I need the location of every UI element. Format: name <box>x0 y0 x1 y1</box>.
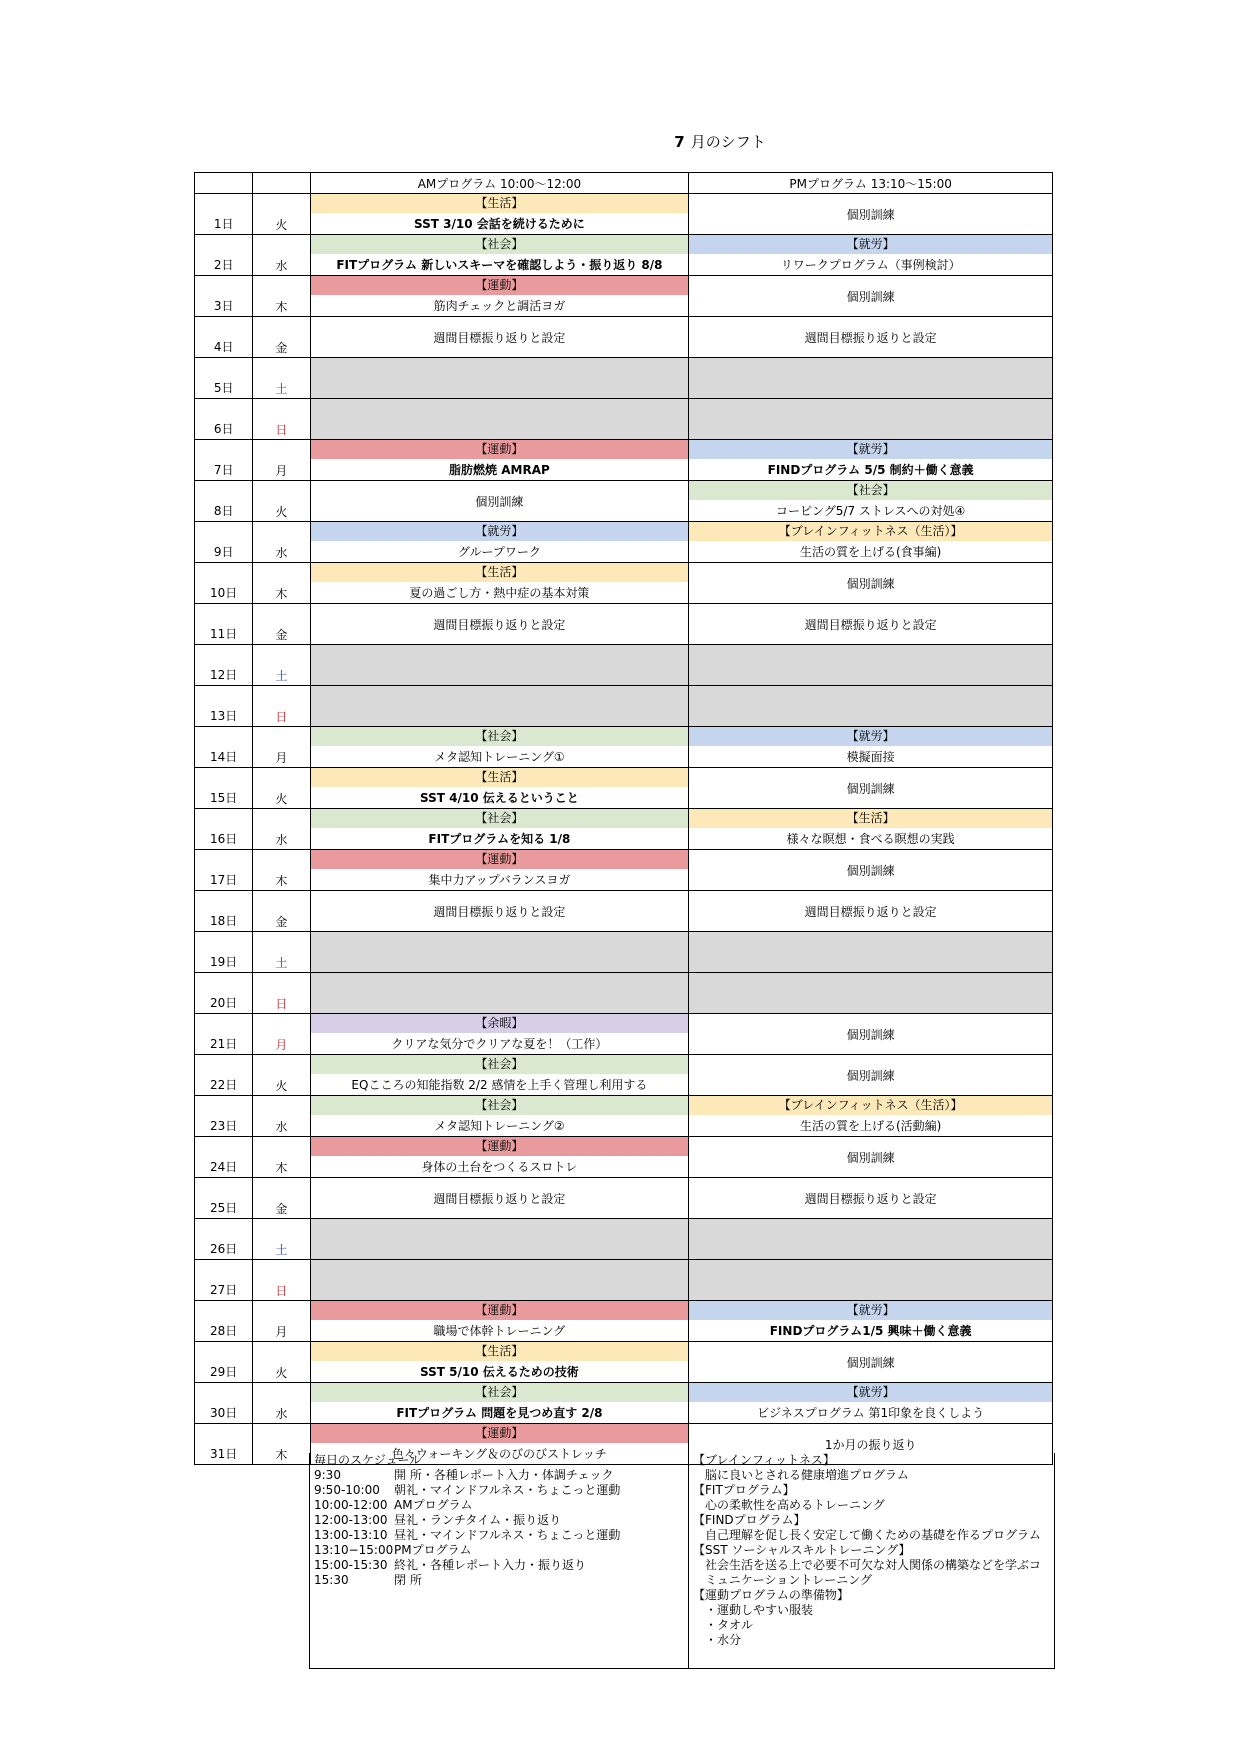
day-cell: 28日 <box>195 1301 253 1342</box>
weekday-cell: 火 <box>253 1342 310 1383</box>
note-line: ・運動しやすい服装 <box>693 1603 814 1617</box>
am-category-tag: 【社会】 <box>311 235 689 255</box>
schedule-item <box>314 1468 688 1483</box>
weekday-cell: 金 <box>253 604 310 645</box>
weekday-cell: 水 <box>253 1383 310 1424</box>
table-row <box>195 1137 1053 1178</box>
pm-cell <box>689 1301 1053 1342</box>
pm-program-title: 週間目標振り返りと設定 <box>804 904 937 919</box>
schedule-time: 12:00-13:00 <box>314 1513 388 1527</box>
am-category-tag: 【運動】 <box>311 1424 689 1444</box>
table-row <box>195 276 1053 317</box>
pm-program-title: ビジネスプログラム 第1印象を良くしよう <box>757 1406 985 1420</box>
am-program-title: 週間目標振り返りと設定 <box>433 617 566 632</box>
pm-cell <box>689 358 1053 399</box>
table-row <box>195 358 1053 399</box>
pm-cell <box>689 235 1053 276</box>
schedule-time: 9:30 <box>314 1468 341 1482</box>
day-cell: 10日 <box>195 563 253 604</box>
am-category-tag: 【運動】 <box>311 1301 689 1321</box>
pm-cell <box>689 1342 1053 1383</box>
am-cell <box>310 932 689 973</box>
am-category-tag: 【生活】 <box>311 194 689 214</box>
table-row <box>195 686 1053 727</box>
am-cell <box>310 1137 689 1178</box>
pm-category-tag: 【就労】 <box>689 1383 1052 1403</box>
pm-cell <box>689 645 1053 686</box>
day-cell: 27日 <box>195 1260 253 1301</box>
day-cell: 3日 <box>195 276 253 317</box>
day-cell: 7日 <box>195 440 253 481</box>
pm-category-tag: 【就労】 <box>689 727 1052 747</box>
am-category-tag: 【生活】 <box>311 563 689 583</box>
am-cell <box>310 317 689 358</box>
day-cell: 30日 <box>195 1383 253 1424</box>
am-cell <box>310 563 689 604</box>
am-program-title: メタ認知トレーニング① <box>434 750 565 764</box>
pm-program-title: 個別訓練 <box>846 1150 895 1165</box>
pm-program-title: FINDプログラム1/5 興味＋働く意義 <box>769 1324 972 1338</box>
am-cell <box>310 1055 689 1096</box>
weekday-cell: 火 <box>253 194 310 235</box>
pm-cell <box>689 932 1053 973</box>
day-cell: 16日 <box>195 809 253 850</box>
am-program-title: クリアな気分でクリアな夏を！（工作） <box>391 1037 608 1051</box>
pm-cell <box>689 194 1053 235</box>
pm-program-title: 個別訓練 <box>846 1355 895 1370</box>
am-category-tag: 【就労】 <box>311 522 689 542</box>
pm-cell <box>689 317 1053 358</box>
pm-cell <box>689 276 1053 317</box>
pm-program-title: 個別訓練 <box>846 576 895 591</box>
schedule-activity: 昼礼・ランチタイム・振り返り <box>394 1513 562 1527</box>
am-program-title: グループワーク <box>457 545 541 559</box>
am-cell <box>310 973 689 1014</box>
schedule-item <box>314 1513 688 1528</box>
am-cell <box>310 1260 689 1301</box>
table-row <box>195 399 1053 440</box>
pm-cell <box>689 891 1053 932</box>
header-day <box>195 173 253 194</box>
weekday-cell: 土 <box>253 932 310 973</box>
am-cell <box>310 768 689 809</box>
am-cell <box>310 1096 689 1137</box>
title-month: 7 <box>674 133 685 151</box>
day-cell: 29日 <box>195 1342 253 1383</box>
pm-category-tag: 【就労】 <box>689 235 1052 255</box>
day-cell: 8日 <box>195 481 253 522</box>
weekday-cell: 火 <box>253 481 310 522</box>
day-cell: 6日 <box>195 399 253 440</box>
pm-program-title: 週間目標振り返りと設定 <box>804 617 937 632</box>
pm-program-title: 週間目標振り返りと設定 <box>804 330 937 345</box>
am-cell <box>310 194 689 235</box>
weekday-cell: 月 <box>253 440 310 481</box>
note-line: ミュニケーショントレーニング <box>693 1573 873 1587</box>
am-program-title: 職場で体幹トレーニング <box>433 1324 566 1338</box>
table-row <box>195 1383 1053 1424</box>
day-cell: 22日 <box>195 1055 253 1096</box>
table-row <box>195 809 1053 850</box>
schedule-activity: 昼礼・マインドフルネス・ちょこっと運動 <box>394 1528 621 1542</box>
am-category-tag: 【社会】 <box>311 809 689 829</box>
day-cell: 26日 <box>195 1219 253 1260</box>
page-title <box>0 131 1240 152</box>
am-cell <box>310 1301 689 1342</box>
am-cell <box>310 276 689 317</box>
am-category-tag: 【社会】 <box>311 1096 689 1116</box>
day-cell: 31日 <box>195 1424 253 1465</box>
am-cell <box>310 481 689 522</box>
table-row <box>195 1014 1053 1055</box>
weekday-cell: 木 <box>253 1137 310 1178</box>
am-cell <box>310 1342 689 1383</box>
pm-program-title: 模擬面接 <box>846 750 895 764</box>
schedule-time: 13:00-13:10 <box>314 1528 388 1542</box>
pm-program-title: 1か月の振り返り <box>824 1437 917 1452</box>
schedule-item <box>314 1498 688 1513</box>
schedule-time: 15:00-15:30 <box>314 1558 388 1572</box>
weekday-cell: 水 <box>253 235 310 276</box>
pm-cell <box>689 1014 1053 1055</box>
day-cell: 23日 <box>195 1096 253 1137</box>
day-cell: 20日 <box>195 973 253 1014</box>
table-row <box>195 1260 1053 1301</box>
schedule-activity: 朝礼・マインドフルネス・ちょこっと運動 <box>394 1483 621 1497</box>
pm-cell <box>689 399 1053 440</box>
am-program-title: 個別訓練 <box>475 494 524 509</box>
table-row <box>195 1342 1053 1383</box>
am-category-tag: 【社会】 <box>311 727 689 747</box>
pm-category-tag: 【就労】 <box>689 1301 1052 1321</box>
day-cell: 11日 <box>195 604 253 645</box>
am-program-title: FITプログラム 新しいスキーマを確認しよう・振り返り 8/8 <box>336 258 663 272</box>
table-row <box>195 1178 1053 1219</box>
am-cell <box>310 440 689 481</box>
table-row <box>195 1055 1053 1096</box>
table-row <box>195 1219 1053 1260</box>
pm-cell <box>689 1178 1053 1219</box>
note-line: ・水分 <box>693 1633 742 1647</box>
day-cell: 14日 <box>195 727 253 768</box>
schedule-time: 10:00-12:00 <box>314 1498 388 1512</box>
schedule-item <box>314 1543 688 1558</box>
pm-cell <box>689 1137 1053 1178</box>
weekday-cell: 金 <box>253 1178 310 1219</box>
footer-notes <box>309 1453 1055 1669</box>
am-category-tag: 【社会】 <box>311 1055 689 1075</box>
am-cell <box>310 809 689 850</box>
schedule-activity: 開 所・各種レポート入力・体調チェック <box>394 1468 614 1482</box>
weekday-cell: 日 <box>253 686 310 727</box>
header-weekday <box>253 173 310 194</box>
day-cell: 24日 <box>195 1137 253 1178</box>
schedule-item <box>314 1528 688 1543</box>
table-row <box>195 522 1053 563</box>
am-cell <box>310 1219 689 1260</box>
table-row <box>195 481 1053 522</box>
am-program-title: 週間目標振り返りと設定 <box>433 330 566 345</box>
weekday-cell: 日 <box>253 1260 310 1301</box>
schedule-time: 15:30 <box>314 1573 349 1587</box>
pm-program-title: 生活の質を上げる(食事編) <box>799 545 942 559</box>
table-row <box>195 891 1053 932</box>
weekday-cell: 火 <box>253 1055 310 1096</box>
pm-program-title: リワークプログラム（事例検討） <box>780 258 961 272</box>
note-line: 【運動プログラムの準備物】 <box>693 1588 849 1602</box>
am-cell <box>310 686 689 727</box>
am-program-title: SST 3/10 会話を続けるために <box>414 217 585 231</box>
header-pm: PMプログラム 13:10～15:00 <box>689 173 1053 194</box>
am-program-title: 色々ウォーキング＆のびのびストレッチ <box>391 1447 607 1461</box>
day-cell: 17日 <box>195 850 253 891</box>
am-cell <box>310 1014 689 1055</box>
pm-category-tag: 【ブレインフィットネス（生活）】 <box>689 1096 1052 1116</box>
pm-cell <box>689 563 1053 604</box>
table-row <box>195 932 1053 973</box>
pm-program-title: 様々な瞑想・食べる瞑想の実践 <box>786 832 955 846</box>
pm-cell <box>689 1096 1053 1137</box>
am-program-title: 身体の土台をつくるスロトレ <box>421 1160 578 1174</box>
table-row <box>195 317 1053 358</box>
pm-cell <box>689 686 1053 727</box>
table-row <box>195 727 1053 768</box>
day-cell: 5日 <box>195 358 253 399</box>
am-category-tag: 【運動】 <box>311 850 689 870</box>
schedule-time: 13:10−15:00 <box>314 1543 394 1557</box>
weekday-cell: 木 <box>253 1424 310 1465</box>
note-line: ・タオル <box>693 1618 754 1632</box>
am-program-title: FITプログラムを知る 1/8 <box>428 832 571 846</box>
pm-cell <box>689 1055 1053 1096</box>
table-row <box>195 645 1053 686</box>
day-cell: 4日 <box>195 317 253 358</box>
table-row <box>195 768 1053 809</box>
am-cell <box>310 235 689 276</box>
weekday-cell: 金 <box>253 891 310 932</box>
table-row <box>195 440 1053 481</box>
am-cell <box>310 1383 689 1424</box>
weekday-cell: 土 <box>253 645 310 686</box>
note-line: 心の柔軟性を高めるトレーニング <box>693 1498 885 1512</box>
pm-program-title: 個別訓練 <box>846 207 895 222</box>
pm-cell <box>689 850 1053 891</box>
note-line: 社会生活を送る上で必要不可欠な対人関係の構築などを学ぶコ <box>693 1558 1042 1572</box>
am-program-title: 集中力アップバランスヨガ <box>428 873 571 887</box>
weekday-cell: 水 <box>253 522 310 563</box>
pm-cell <box>689 1260 1053 1301</box>
weekday-cell: 日 <box>253 399 310 440</box>
am-program-title: 脂肪燃焼 AMRAP <box>449 463 550 477</box>
pm-cell <box>689 809 1053 850</box>
am-program-title: FITプログラム 問題を見つめ直す 2/8 <box>396 1406 603 1420</box>
pm-program-title: FINDプログラム 5/5 制約＋働く意義 <box>767 463 974 477</box>
day-cell: 2日 <box>195 235 253 276</box>
weekday-cell: 金 <box>253 317 310 358</box>
day-cell: 12日 <box>195 645 253 686</box>
am-cell <box>310 727 689 768</box>
pm-program-title: コーピング5/7 ストレスへの対処④ <box>776 504 966 518</box>
am-category-tag: 【生活】 <box>311 768 689 788</box>
table-row <box>195 973 1053 1014</box>
pm-program-title: 生活の質を上げる(活動編) <box>799 1119 942 1133</box>
schedule-activity: 閉 所 <box>394 1573 422 1587</box>
pm-cell <box>689 1383 1053 1424</box>
note-line: 脳に良いとされる健康増進プログラム <box>693 1468 909 1482</box>
weekday-cell: 月 <box>253 1014 310 1055</box>
pm-program-title: 個別訓練 <box>846 1068 895 1083</box>
weekday-cell: 土 <box>253 1219 310 1260</box>
am-category-tag: 【運動】 <box>311 1137 689 1157</box>
day-cell: 9日 <box>195 522 253 563</box>
am-category-tag: 【運動】 <box>311 440 689 460</box>
weekday-cell: 水 <box>253 809 310 850</box>
schedule-activity: PMプログラム <box>394 1543 472 1557</box>
am-cell <box>310 522 689 563</box>
am-program-title: 筋肉チェックと調活ヨガ <box>433 299 566 313</box>
am-cell <box>310 645 689 686</box>
pm-category-tag: 【就労】 <box>689 440 1052 460</box>
pm-program-title: 個別訓練 <box>846 1027 895 1042</box>
pm-cell <box>689 604 1053 645</box>
note-line: 【SST ソーシャルスキルトレーニング】 <box>693 1543 911 1557</box>
note-line: 【FINDプログラム】 <box>693 1513 806 1527</box>
am-program-title: 週間目標振り返りと設定 <box>433 904 566 919</box>
am-category-tag: 【余暇】 <box>311 1014 689 1034</box>
pm-category-tag: 【生活】 <box>689 809 1052 829</box>
pm-cell <box>689 1219 1053 1260</box>
weekday-cell: 木 <box>253 850 310 891</box>
day-cell: 21日 <box>195 1014 253 1055</box>
pm-cell <box>689 522 1053 563</box>
header-am: AMプログラム 10:00～12:00 <box>310 173 689 194</box>
weekday-cell: 日 <box>253 973 310 1014</box>
note-line: 自己理解を促し長く安定して働くための基礎を作るプログラム <box>693 1528 1041 1542</box>
am-category-tag: 【社会】 <box>311 1383 689 1403</box>
pm-cell <box>689 973 1053 1014</box>
weekday-cell: 月 <box>253 727 310 768</box>
note-line: 【FITプログラム】 <box>693 1483 795 1497</box>
schedule-activity: AMプログラム <box>394 1498 473 1512</box>
day-cell: 19日 <box>195 932 253 973</box>
day-cell: 15日 <box>195 768 253 809</box>
am-program-title: 週間目標振り返りと設定 <box>433 1191 566 1206</box>
table-row <box>195 194 1053 235</box>
table-header-row <box>195 173 1053 194</box>
schedule-table <box>194 172 1053 1465</box>
am-cell <box>310 891 689 932</box>
table-body <box>195 194 1053 1465</box>
am-program-title: 夏の過ごし方・熱中症の基本対策 <box>409 586 590 600</box>
pm-cell <box>689 481 1053 522</box>
pm-program-title: 個別訓練 <box>846 863 895 878</box>
table-row <box>195 563 1053 604</box>
pm-cell <box>689 768 1053 809</box>
am-cell <box>310 358 689 399</box>
table-row <box>195 604 1053 645</box>
pm-cell <box>689 440 1053 481</box>
pm-category-tag: 【ブレインフィットネス（生活）】 <box>689 522 1052 542</box>
weekday-cell: 水 <box>253 1096 310 1137</box>
pm-category-tag: 【社会】 <box>689 481 1052 501</box>
am-program-title: SST 5/10 伝えるための技術 <box>420 1365 579 1379</box>
day-cell: 13日 <box>195 686 253 727</box>
am-category-tag: 【運動】 <box>311 276 689 296</box>
weekday-cell: 木 <box>253 276 310 317</box>
title-text: 月のシフト <box>690 133 766 151</box>
am-cell <box>310 399 689 440</box>
table-row <box>195 850 1053 891</box>
weekday-cell: 土 <box>253 358 310 399</box>
table-row <box>195 235 1053 276</box>
day-cell: 1日 <box>195 194 253 235</box>
day-cell: 18日 <box>195 891 253 932</box>
am-program-title: メタ認知トレーニング② <box>434 1119 565 1133</box>
schedule-item <box>314 1573 688 1588</box>
pm-program-title: 個別訓練 <box>846 289 895 304</box>
pm-cell <box>689 727 1053 768</box>
weekday-cell: 木 <box>253 563 310 604</box>
schedule-item <box>314 1483 688 1498</box>
schedule-activity: 終礼・各種レポート入力・振り返り <box>394 1558 587 1572</box>
am-category-tag: 【生活】 <box>311 1342 689 1362</box>
note-line: 【ブレインフィットネス】 <box>693 1453 835 1467</box>
table-row <box>195 1096 1053 1137</box>
schedule-time: 9:50-10:00 <box>314 1483 380 1497</box>
schedule-item <box>314 1558 688 1573</box>
am-program-title: EQこころの知能指数 2/2 感情を上手く管理し利用する <box>351 1078 648 1092</box>
day-cell: 25日 <box>195 1178 253 1219</box>
pm-program-title: 個別訓練 <box>846 781 895 796</box>
daily-schedule <box>310 1453 689 1668</box>
am-cell <box>310 850 689 891</box>
pm-program-title: 週間目標振り返りと設定 <box>804 1191 937 1206</box>
am-cell <box>310 604 689 645</box>
am-cell <box>310 1178 689 1219</box>
weekday-cell: 月 <box>253 1301 310 1342</box>
weekday-cell: 火 <box>253 768 310 809</box>
program-notes <box>689 1453 1054 1668</box>
table-row <box>195 1301 1053 1342</box>
daily-schedule-heading: 毎日のスケジュール <box>314 1453 422 1467</box>
am-program-title: SST 4/10 伝えるということ <box>420 791 579 805</box>
